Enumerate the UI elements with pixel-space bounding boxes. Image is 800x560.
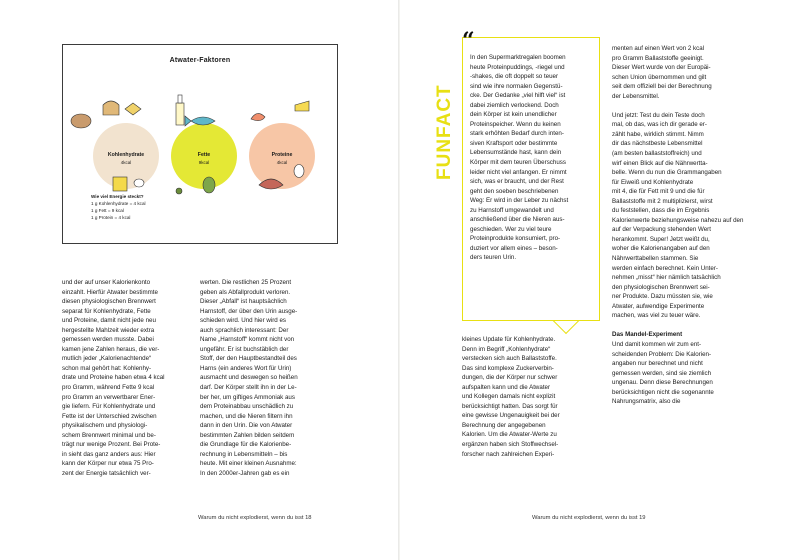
text-line: Ballaststoffe mit 2 multiplizierst, wirst bbox=[612, 197, 713, 205]
left-column-2 bbox=[200, 278, 336, 478]
text-line: einzahlt. Hierfür Atwater bestimmte bbox=[62, 288, 158, 296]
text-line: heute. Mit einer kleinen Ausnahme: bbox=[200, 460, 297, 468]
funfact-text bbox=[470, 53, 594, 263]
text-line: drate und Proteine haben etwa 4 kcal bbox=[62, 374, 165, 382]
text-line: verstecken sich auch Ballaststoffe. bbox=[462, 355, 557, 363]
text-line: kamen jene Zahlen heraus, die ver- bbox=[62, 345, 160, 353]
text-line: herankommt. Super! Jetzt weißt du, bbox=[612, 235, 710, 243]
text-line: und der auf unser Kalorienkonto bbox=[62, 279, 151, 286]
text-line: hergestellte Mahlzeit wieder extra bbox=[62, 326, 155, 334]
text-line: dem Proteinabbau unschädlich zu bbox=[200, 403, 294, 411]
text-line: in sieht das ganz anders aus: Hier bbox=[62, 450, 156, 458]
text-line: Lebensumstände hast, kann dein bbox=[470, 149, 562, 157]
text-line: In den 2000er-Jahren gab es ein bbox=[200, 469, 290, 477]
text-line: anschließend über die Nieren aus- bbox=[470, 216, 565, 224]
text-line: schen Union übernommen und gilt bbox=[612, 73, 707, 81]
text-line: schem Brennwert minimal und be- bbox=[62, 431, 156, 439]
bottle-icon bbox=[176, 95, 184, 125]
text-line: Proteinprodukte konsumiert, pro- bbox=[470, 235, 561, 243]
text-line: ausmacht und deswegen so heißen bbox=[200, 374, 298, 382]
text-line: ungenau. Denn diese Berechnungen bbox=[612, 379, 713, 387]
text-line: Denn im Begriff „Kohlenhydrate“ bbox=[462, 345, 551, 353]
text-line: Dieser „Abfall“ ist hauptsächlich bbox=[200, 298, 287, 306]
text-line: Stoff, der den Hauptbestandteil des bbox=[200, 355, 297, 363]
text-line: rechnung in Lebensmitteln – bis bbox=[200, 450, 288, 458]
text-line: Weg: Er wird in der Leber zu nächst bbox=[470, 197, 569, 205]
text-line: mutlich jeder „Kalorienachtende“ bbox=[62, 355, 152, 363]
text-line: Proteinspeicher. Wenn du keinen bbox=[470, 120, 561, 128]
infographic-legend bbox=[91, 193, 146, 221]
text-line: Körper mit dem teuren Überschuss bbox=[470, 159, 566, 167]
text-line: gemessen werden musste. Dabei bbox=[62, 336, 154, 344]
legend-line: 1 g Kohlenhydrate = 4 kcal bbox=[91, 201, 146, 206]
text-line: mal, ob das, was ich dir gerade er- bbox=[612, 121, 707, 129]
text-line: leider nicht viel anfangen. Er nimmt bbox=[470, 168, 567, 176]
text-line: mit 4, die für Fett mit 9 und die für bbox=[612, 188, 705, 196]
text-line: belle. Wenn du nun die Grammangaben bbox=[612, 169, 722, 177]
text-line: angaben nur berechnet und nicht bbox=[612, 360, 703, 368]
text-line: nehmen „misst“ hier nämlich tatsächlich bbox=[612, 274, 721, 282]
text-line: machen, was viel zu teuer wäre. bbox=[612, 312, 701, 320]
text-line: pro Gramm Ballaststoffe geeinigt. bbox=[612, 54, 704, 62]
fish-icon bbox=[185, 116, 215, 126]
protein-value: 4kcal bbox=[276, 160, 288, 165]
steak-icon bbox=[259, 179, 283, 189]
text-line: berücksichtigen nicht die sogenannte bbox=[612, 388, 714, 396]
text-line: diesen physiologischen Brennwert bbox=[62, 298, 156, 306]
text-line: eine gewisse Ungenauigkeit bei der bbox=[462, 412, 560, 420]
text-line: wirf einen Blick auf die Nährwertta- bbox=[612, 159, 708, 167]
text-line: dungen, die der Körper nur schwer bbox=[462, 374, 558, 382]
text-line: -shakes, die oft doppelt so teuer bbox=[470, 73, 559, 81]
text-line: Und damit kommen wir zum ent- bbox=[612, 340, 702, 348]
text-line: und Proteine, damit nicht jede neu bbox=[62, 317, 156, 325]
text-line: Name „Harnstoff“ kommt nicht von bbox=[200, 336, 295, 344]
text-line: Harnstoff, der über den Urin ausge- bbox=[200, 307, 298, 315]
text-line: schieden wird. Und hier wird es bbox=[200, 317, 286, 325]
text-line: pro Gramm an verwertbarer Ener- bbox=[62, 393, 156, 401]
legend-title: Wie viel Energie steckt? bbox=[91, 194, 144, 199]
text-line: Kalorienwerte beziehungsweise nahezu auf den bbox=[612, 216, 744, 224]
text-line: Das sind komplexe Zuckerverbin- bbox=[462, 364, 554, 372]
text-line: Atwater, aufwendige Experimente bbox=[612, 302, 705, 310]
text-line: ner Produkte. Dazu müssten sie, wie bbox=[612, 293, 713, 301]
text-line: separat für Kohlenhydrate, Fette bbox=[62, 307, 151, 315]
section-heading: Das Mandel-Experiment bbox=[612, 331, 683, 339]
text-line: zent der Energie tatsächlich ver- bbox=[62, 469, 151, 477]
text-line: ungefähr. Er ist buchstäblich der bbox=[200, 345, 289, 353]
text-line: und Kollegen damals nicht explizit bbox=[462, 393, 556, 401]
text-line: werden einfach berechnet. Kein Unter- bbox=[612, 264, 718, 272]
text-line: geschieden. Wer zu viel teure bbox=[470, 225, 552, 233]
atwater-infographic bbox=[62, 44, 338, 244]
text-line: machen, und die Nieren filtern ihn bbox=[200, 412, 293, 420]
funfact-heading: FUNFACT bbox=[434, 84, 455, 180]
text-line: kleines Update für Kohlenhydrate. bbox=[462, 336, 556, 343]
text-line: Berechnung der angegebenen bbox=[462, 421, 546, 429]
text-line: geht den soeben beschriebenen bbox=[470, 187, 559, 195]
right-column-2 bbox=[612, 44, 752, 407]
page-footer-left: Warum du nicht explodierst, wenn du isst 18 bbox=[198, 515, 312, 521]
text-line: ber her, um giftiges Ammoniak aus bbox=[200, 393, 295, 401]
right-column-1 bbox=[462, 335, 598, 459]
text-line: auch sprachlich interessant: Der bbox=[200, 326, 289, 334]
text-line: seit dem offiziell bei der Berechnung bbox=[612, 83, 712, 91]
text-line: werten. Die restlichen 25 Prozent bbox=[200, 279, 292, 286]
text-line: Harns (ein anderes Wort für Urin) bbox=[200, 364, 292, 372]
text-line: der Lebensmittel. bbox=[612, 92, 660, 100]
egg-icon bbox=[294, 165, 304, 178]
text-line: berücksichtigt hatten. Das sorgt für bbox=[462, 402, 558, 410]
page-footer-right: Warum du nicht explodierst, wenn du isst 19 bbox=[532, 515, 646, 521]
text-line: stark erhöhten Bedarf durch inten- bbox=[470, 130, 564, 138]
potato-icon bbox=[71, 114, 91, 128]
nut-icon bbox=[134, 179, 144, 187]
text-line: dabei ziemlich verlockend. Doch bbox=[470, 101, 559, 109]
text-line: In den Supermarktregalen boomen bbox=[470, 54, 566, 61]
text-line: zu Harnstoff umgewandelt und bbox=[470, 206, 554, 214]
text-line: die Grundlage für die Kalorienbe- bbox=[200, 441, 292, 449]
text-line: ergänzen haben sich Stoffwechsel- bbox=[462, 441, 559, 449]
infographic-title: Atwater-Faktoren bbox=[169, 57, 231, 64]
text-line: Nahrungsmatrix, also die bbox=[612, 398, 681, 406]
text-line: Kalorien. Um die Atwater-Werte zu bbox=[462, 431, 557, 439]
text-line: kann der Körper nur etwa 75 Pro- bbox=[62, 460, 154, 468]
avocado-icon bbox=[203, 177, 215, 193]
text-line: du feststellen, dass die im Ergebnis bbox=[612, 207, 710, 215]
text-line: Und jetzt: Test du dein Teste doch bbox=[612, 111, 705, 119]
shrimp-icon bbox=[251, 113, 265, 120]
text-line: pro Gramm, während Fette 9 kcal bbox=[62, 384, 155, 392]
text-line: sich, was er braucht, und der Rest bbox=[470, 178, 564, 186]
text-line: darf. Der Körper stellt ihn in der Le- bbox=[200, 384, 297, 392]
text-line: (am besten ballaststoffreich) und bbox=[612, 150, 702, 158]
fat-value: 9kcal bbox=[198, 160, 210, 165]
legend-line: 1 g Fett = 9 kcal bbox=[91, 208, 124, 213]
text-line: dein Körper ist kein unendlicher bbox=[470, 111, 557, 119]
fat-label: Fette bbox=[197, 152, 211, 158]
text-line: siven Kraftsport oder bestimmte bbox=[470, 139, 558, 147]
quote-mark-icon: “ bbox=[462, 28, 475, 54]
text-line: trägt nur wenige Prozent. Bei Prote- bbox=[62, 441, 161, 449]
text-line: aufspalten kann und die Atwater bbox=[462, 383, 551, 391]
text-line: dann in den Urin. Die von Atwater bbox=[200, 422, 293, 430]
text-line: heute Proteinpuddings, -riegel und bbox=[470, 63, 565, 71]
pasta-icon bbox=[125, 103, 141, 115]
text-line: zählt habe, wirklich stimmt. Nimm bbox=[612, 130, 704, 138]
bread-icon bbox=[103, 101, 119, 115]
carbs-label: Kohlenhydrate bbox=[107, 152, 145, 158]
text-line: den physiologischen Brennwert sei- bbox=[612, 283, 710, 291]
text-line: Dieser Wert wurde von der Europäi- bbox=[612, 64, 711, 72]
text-line: auf der Verpackung stehenden Wert bbox=[612, 226, 711, 234]
cheese-icon bbox=[113, 177, 127, 191]
text-line: gemessen werden, sind sie ziemlich bbox=[612, 369, 712, 377]
text-line: scheidenden Problem: Die Kalorien- bbox=[612, 350, 712, 358]
protein-label: Proteine bbox=[271, 152, 293, 158]
olive-icon bbox=[176, 188, 182, 194]
cheese-wedge-icon bbox=[295, 101, 309, 111]
text-line: sind wie ihre normalen Gegenstü- bbox=[470, 82, 563, 90]
text-line: schon mal gehört hat: Kohlenhy- bbox=[62, 364, 152, 372]
text-line: gie liefern. Für Kohlenhydrate und bbox=[62, 403, 156, 411]
text-line bbox=[612, 101, 752, 111]
legend-line: 1 g Protein = 4 kcal bbox=[91, 215, 131, 220]
spacer bbox=[612, 321, 752, 331]
text-line: Fette ist der Unterschied zwischen bbox=[62, 412, 157, 420]
text-line: menten auf einen Wert von 2 kcal bbox=[612, 45, 705, 52]
text-line: Nährwerttabellen stammen. Sie bbox=[612, 255, 699, 263]
text-line: forscher nach zahlreichen Experi- bbox=[462, 450, 555, 458]
text-line: bestimmten Zahlen bilden seitdem bbox=[200, 431, 295, 439]
text-line: für Eiweiß und Kohlenhydrate bbox=[612, 178, 694, 186]
left-column-1 bbox=[62, 278, 190, 478]
text-line: ders teuren Urin. bbox=[470, 254, 517, 262]
text-line: duziert vor allem eines – beson- bbox=[470, 244, 558, 252]
text-line: cke. Der Gedanke „viel hilft viel“ ist bbox=[470, 92, 566, 100]
text-line: woher die Kalorienangaben auf den bbox=[612, 245, 710, 253]
text-line: geben als Abfallprodukt verloren. bbox=[200, 288, 291, 296]
carbs-value: 4kcal bbox=[120, 160, 132, 165]
text-line: dir das nächstbeste Lebensmittel bbox=[612, 140, 703, 148]
text-line: physikalischem und physiologi- bbox=[62, 422, 148, 430]
